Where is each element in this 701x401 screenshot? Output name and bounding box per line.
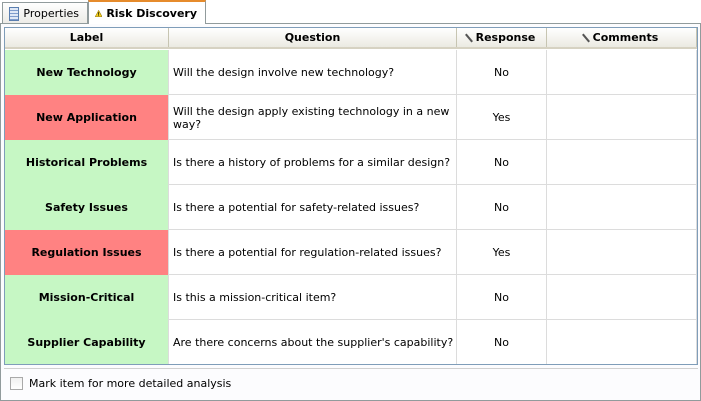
label-cell[interactable]: Supplier Capability [5,320,169,365]
pencil-icon [582,33,590,42]
response-cell[interactable]: No [457,185,547,230]
label-cell[interactable]: Mission-Critical [5,275,169,320]
comments-cell[interactable] [547,140,697,185]
detailed-analysis-checkbox[interactable] [10,377,23,390]
label-cell[interactable]: New Application [5,95,169,140]
table-row[interactable] [5,140,698,185]
footer-bar [4,368,698,398]
question-cell[interactable]: Will the design involve new technology? [169,50,457,95]
comments-cell[interactable] [547,275,697,320]
column-header-label-text: Label [69,31,104,44]
risk-table [4,27,698,365]
column-header-response[interactable] [457,28,547,47]
question-cell[interactable]: Is there a potential for safety-related issues? [169,185,457,230]
tab-strip [0,0,701,24]
response-cell[interactable]: No [457,50,547,95]
label-cell[interactable]: Regulation Issues [5,230,169,275]
label-cell[interactable]: Historical Problems [5,140,169,185]
table-row[interactable] [5,50,698,95]
comments-cell[interactable] [547,185,697,230]
detailed-analysis-label[interactable]: Mark item for more detailed analysis [29,377,232,390]
tab-properties-label: Properties [23,7,79,20]
question-cell[interactable]: Are there concerns about the supplier's capability? [169,320,457,365]
response-cell[interactable]: No [457,320,547,365]
table-row[interactable] [5,95,698,140]
label-cell[interactable]: Safety Issues [5,185,169,230]
comments-cell[interactable] [547,320,697,365]
table-row[interactable] [5,320,698,365]
column-header-response-text: Response [475,31,536,44]
tab-risk-discovery[interactable] [88,0,206,24]
response-cell[interactable]: Yes [457,95,547,140]
comments-cell[interactable] [547,95,697,140]
risk-discovery-panel [0,23,701,401]
comments-cell[interactable] [547,230,697,275]
label-cell[interactable]: New Technology [5,50,169,95]
table-row[interactable] [5,275,698,320]
pencil-icon [465,33,473,42]
response-cell[interactable]: No [457,275,547,320]
column-header-comments[interactable] [547,28,697,47]
tab-properties[interactable] [2,2,88,24]
column-header-label[interactable] [5,28,169,47]
warning-icon [95,7,102,20]
question-cell[interactable]: Is there a history of problems for a similar design? [169,140,457,185]
table-row[interactable] [5,185,698,230]
question-cell[interactable]: Will the design apply existing technology in a new way? [169,95,457,140]
table-header [5,28,698,49]
response-cell[interactable]: No [457,140,547,185]
column-header-question[interactable] [169,28,457,47]
column-header-comments-text: Comments [592,31,659,44]
response-cell[interactable]: Yes [457,230,547,275]
column-header-question-text: Question [284,31,341,44]
properties-icon [9,7,19,21]
table-row[interactable] [5,230,698,275]
comments-cell[interactable] [547,50,697,95]
question-cell[interactable]: Is this a mission-critical item? [169,275,457,320]
question-cell[interactable]: Is there a potential for regulation-related issues? [169,230,457,275]
tab-risk-discovery-label: Risk Discovery [106,6,197,20]
